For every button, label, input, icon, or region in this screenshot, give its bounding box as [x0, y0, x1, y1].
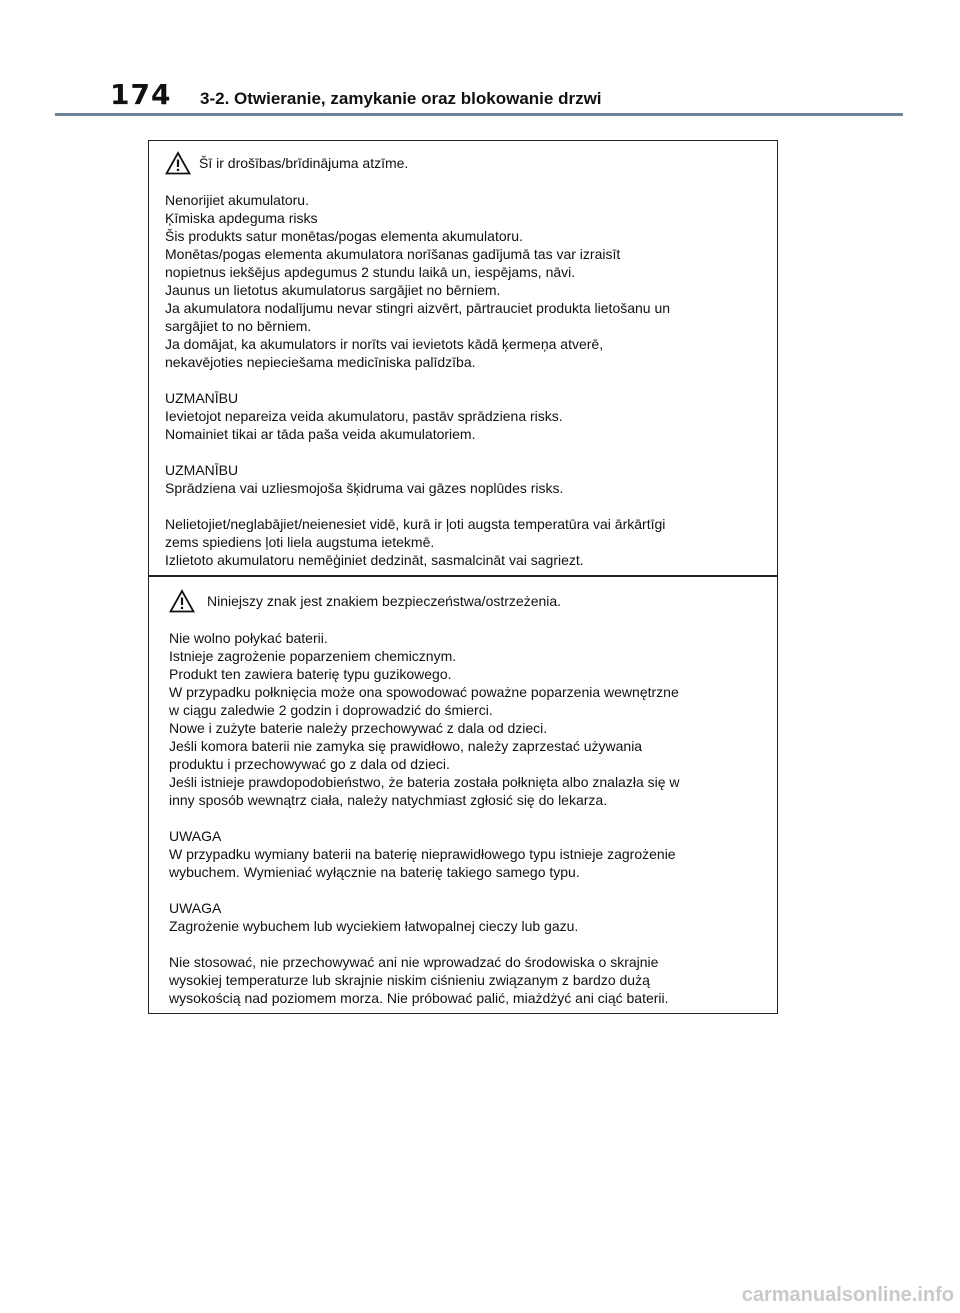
latvian-caution-battery-type: UZMANĪBU Ievietojot nepareiza veida akumulatoru, pastāv sprādziena risks. Nomainiet tikai ar tāda paša veida akumulatoriem. [165, 390, 563, 442]
polish-notice [149, 575, 777, 1013]
latvian-warning-heading [165, 149, 765, 177]
latvian-caution-explosion: UZMANĪBU Sprādziena vai uzliesmojoša šķidruma vai gāzes noplūdes risks. [165, 462, 564, 496]
polish-environment-warning: Nie stosować, nie przechowywać ani nie wprowadzać do środowiska o skrajnie wysokiej temperaturze lub skrajnie niskim ciśnieniu związanym z bardzo dużą wysokością nad poziomem morza. Nie próbować palić, miażdżyć ani ciąć baterii. [169, 954, 669, 1006]
warning-triangle-icon [165, 151, 191, 175]
polish-ingestion-warning: Nie wolno połykać baterii. Istnieje zagrożenie poparzeniem chemicznym. Produkt ten zawiera baterię typu guzikowego. W przypadku połknięcia może ona spowodować poważne poparzenia wewnętrzne w ciągu zaledwie 2 godzin i doprowadzić do śmierci. Nowe i zużyte baterie należy przechowywać z dala od dzieci. Jeśli komora baterii nie zamyka się prawidłowo, należy zaprzestać używania produktu i przechowywać go z dala od dzieci. Jeśli istnieje prawdopodobieństwo, że bateria została połknięta albo znalazła się w inny sposób wewnątrz ciała, należy natychmiast zgłosić się do lekarza. [169, 630, 680, 808]
polish-warning-title: Niniejszy znak jest znakiem bezpieczeństwa/ostrzeżenia. [207, 593, 562, 609]
header-divider [55, 113, 903, 116]
battery-warning-box [148, 140, 778, 1014]
section-title: 3-2. Otwieranie, zamykanie oraz blokowanie drzwi [200, 89, 602, 108]
latvian-environment-warning: Nelietojiet/neglabājiet/neienesiet vidē, kurā ir ļoti augsta temperatūra vai ārkārtīgi zems spiediens ļoti liela augstuma ietekmē. Izlietoto akumulatoru nemēģiniet dedzināt, sasmalcināt vai sagriezt. [165, 516, 666, 568]
latvian-notice [149, 141, 777, 575]
latvian-warning-title: Šī ir drošības/brīdinājuma atzīme. [199, 155, 409, 171]
warning-triangle-icon [169, 589, 195, 613]
polish-caution-battery-type: UWAGA W przypadku wymiany baterii na baterię nieprawidłowego typu istnieje zagrożenie wybuchem. Wymieniać wyłącznie na baterię takiego samego typu. [169, 828, 676, 880]
polish-warning-heading [169, 587, 765, 615]
watermark: carmanualsonline.info [741, 1284, 954, 1306]
latvian-ingestion-warning: Nenorijiet akumulatoru. Ķīmiska apdeguma risks Šis produkts satur monētas/pogas elementa akumulatoru. Monētas/pogas elementa akumulatora norīšanas gadījumā tas var izraisīt nopietnus iekšējus apdegumus 2 stundu laikā un, iespējams, nāvi. Jaunus un lietotus akumulatorus sargājiet no bērniem. Ja akumulatora nodalījumu nevar stingri aizvērt, pārtrauciet produkta lietošanu un sargājiet to no bērniem. Ja domājat, ka akumulators ir norīts vai ievietots kādā ķermeņa atverē, nekavējoties nepieciešama medicīniska palīdzība. [165, 192, 671, 370]
polish-caution-explosion: UWAGA Zagrożenie wybuchem lub wyciekiem łatwopalnej cieczy lub gazu. [169, 900, 579, 934]
page-number: 174 [110, 78, 172, 111]
page-header [110, 78, 602, 111]
